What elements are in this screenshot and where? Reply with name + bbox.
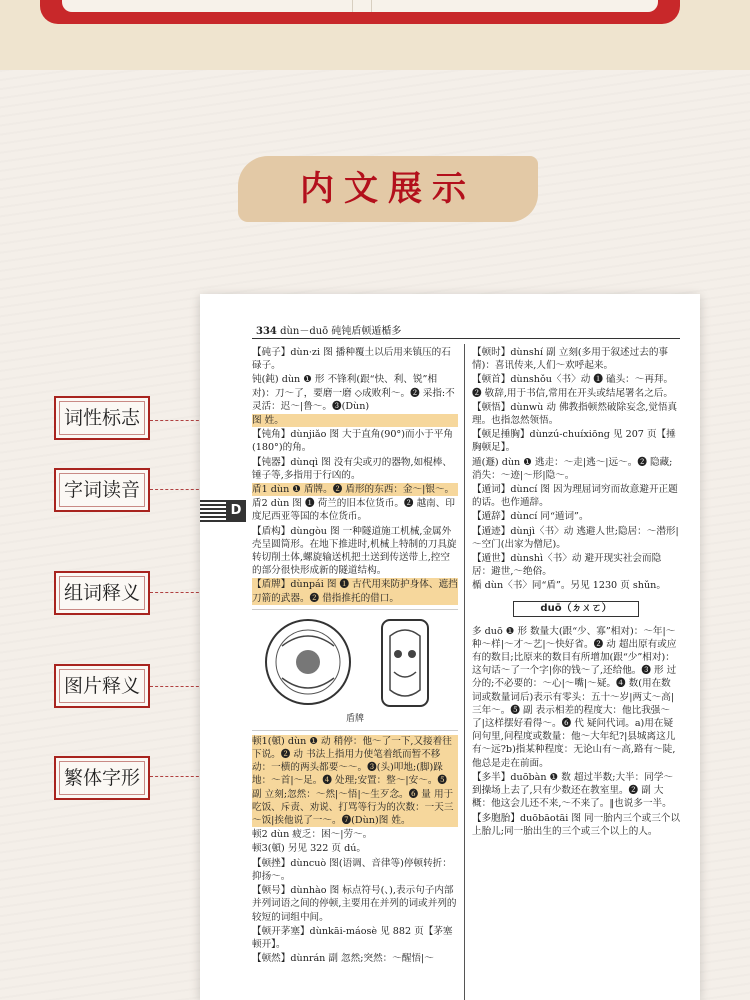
book-illustration <box>40 0 680 24</box>
header-characters: 砘钝盾顿遁楯多 <box>331 326 402 337</box>
entry: 顿3(頓) 另见 322 页 dú。 <box>252 843 366 855</box>
entry-highlight: 盾1 dùn ❶ 盾牌。❷ 盾形的东西：金～|银～。 <box>252 483 458 496</box>
page-header <box>256 322 401 337</box>
page-title: 内文展示 <box>300 169 476 209</box>
entry: 【钝器】dùnqì 图 没有尖或刃的器物,如棍棒、锤子等,多指用于行凶的。 <box>252 456 452 481</box>
entry: 【遁世】dùnshì〈书〉动 避开现实社会而隐居：避世,～绝俗。 <box>472 553 662 578</box>
entry: 钝(鈍) dùn ❶ 形 不锋利(跟“快、利、锐”相对)：刀～了，要磨一磨 ◇成败利～。❷ 采指:不灵活：迟～|鲁～。❸(Dùn) <box>252 374 455 412</box>
entry-traditional: 顿1(頓) dùn ❶ 动 稍停：他～了一下,又接着往下说。❷ 动 书法上指用力使笔着纸而暂不移动：一横的两头都要～～。❸(头)叩地;(脚)跺地：～首|～足。❹ 处理;安置：整～|安～。❺ 副 立刻;忽然：～然|～悟|～生歹念。❻ 量 用于吃饭、斥责、劝说、打骂等行为的次数：一天三～饭|挨他说了一～。❼(Dùn)图 姓。 <box>252 735 458 827</box>
entry: 【顿时】dùnshí 副 立刻(多用于叙述过去的事情)：喜讯传来,人们～欢呼起来。 <box>472 347 669 372</box>
entry: 遁(遯) dùn ❶ 逃走：～走|逃～|远～。❷ 隐藏;消失：～迹|～形|隐～。 <box>472 456 673 481</box>
section-label: duō（ㄉㄨㄛ） <box>513 601 639 617</box>
entry-highlight: 图 姓。 <box>252 414 458 427</box>
section-thumb-tab <box>200 500 246 522</box>
entry-highlight: 【盾牌】dùnpái 图 ❶ 古代用来防护身体、遮挡刀箭的武器。❷ 借指推托的借口。 <box>252 579 458 604</box>
section-letter: D <box>226 502 246 520</box>
dictionary-page <box>200 294 700 1000</box>
entry: 【顿然】dùnrán 副 忽然;突然：～醒悟|～ <box>252 953 434 965</box>
header-rule <box>252 338 680 339</box>
entry: 【顿挫】dùncuò 图(语调、音律等)停顿转折：抑扬～。 <box>252 857 452 882</box>
entry: 【砘子】dùn·zi 图 播种覆土以后用来镇压的石碌子。 <box>252 347 451 372</box>
entry: 楯 dùn〈书〉同“盾”。另见 1230 页 shǔn。 <box>472 580 666 592</box>
side-label-definition: 组词释义 <box>54 571 150 615</box>
entry: 【顿首】dùnshǒu〈书〉动 ❶ 磕头：～再拜。❷ 敬辞,用于书信,常用在开头或结尾署名之后。 <box>472 374 674 399</box>
side-label-illustration: 图片释义 <box>54 664 150 708</box>
entry: 【多半】duōbàn ❶ 数 超过半数;大半：同学～到操场上去了,只有少数还在教室里。❷ 副 大概：他这会儿还不来,～不来了。‖也说多一半。 <box>472 771 674 810</box>
entry: 【顿悟】dùnwù 动 佛教指顿然破除妄念,觉悟真理。也指忽然领悟。 <box>472 401 678 427</box>
entry: 【顿足捶胸】dùnzú-chuíxiōng 见 207 页【捶胸顿足】。 <box>472 429 676 454</box>
right-column <box>472 346 680 839</box>
entry: 【钝角】dùnjiǎo 图 大于直角(90°)而小于平角(180°)的角。 <box>252 429 453 454</box>
side-label-part-of-speech: 词性标志 <box>54 396 150 440</box>
entry: 盾2 dùn 图 ❶ 荷兰的旧本位货币。❷ 越南、印度尼西亚等国的本位货币。 <box>252 498 455 523</box>
page-number: 334 <box>256 326 277 337</box>
column-divider <box>464 344 465 1000</box>
left-column <box>252 346 458 966</box>
figure-caption: 盾牌 <box>345 713 364 724</box>
entry: 【遁词】dùncí 图 因为理屈词穷而故意避开正题的话。也作遁辞。 <box>472 484 678 509</box>
entry: 【遁辞】dùncí 同“遁词”。 <box>472 511 589 523</box>
entry: 【多胞胎】duōbāotāi 图 同一胎内三个或三个以上胎儿;同一胎出生的三个或三个以上的人。 <box>472 812 680 837</box>
book-spine <box>352 0 372 12</box>
entry: 【顿开茅塞】dùnkāi-máosè 见 882 页【茅塞顿开】。 <box>252 925 453 950</box>
shield-figure <box>252 609 458 731</box>
entry: 多 duō ❶ 形 数量大(跟“少、寡”相对)：～年|～种～样|～才～艺|～快好省。❷ 动 超出原有或应有的数目;比原来的数目有所增加(跟“少”相对)：这句话～了一个字|你的钱～了,还给他。❸ 形 过分的;不必要的：～心|～嘴|～疑。❹ 数(用在数词或数量词后)表示有零头：五十～岁|两丈～高|三年～。❺ 副 表示相差的程度大：他比我强～了|这样摆好看得～。❻ 代 疑问代词。a)用在疑问句里,问程度或数量：他～大年纪?|县城离这儿有～远?b)指某种程度：无论山有～高,路有～陡,他总是走在前面。 <box>472 625 677 769</box>
entry: 【盾构】dùngòu 图 一种隧道施工机械,金属外壳呈圆筒形。在地下推进时,机械上特制的刀具旋转切削土体,螺旋输送机把土送到传送带上,控空的部分很快形成新的隧道结构。 <box>252 525 457 577</box>
entry: 【顿号】dùnhào 图 标点符号(、),表示句子内部并列词语之间的停顿,主要用在并列的词或并列的较短的词组中间。 <box>252 885 457 923</box>
side-label-traditional: 繁体字形 <box>54 756 150 800</box>
entry: 顿2 dùn 疲乏：困～|劳～。 <box>252 829 373 841</box>
entry: 【遁迹】dùnjì〈书〉动 逃避人世;隐居：～潜形|～空门(出家为僧尼)。 <box>472 525 679 550</box>
shield-illustration <box>260 616 450 712</box>
side-label-pronunciation: 字词读音 <box>54 468 150 512</box>
header-pinyin: dùn－duō <box>280 326 329 337</box>
